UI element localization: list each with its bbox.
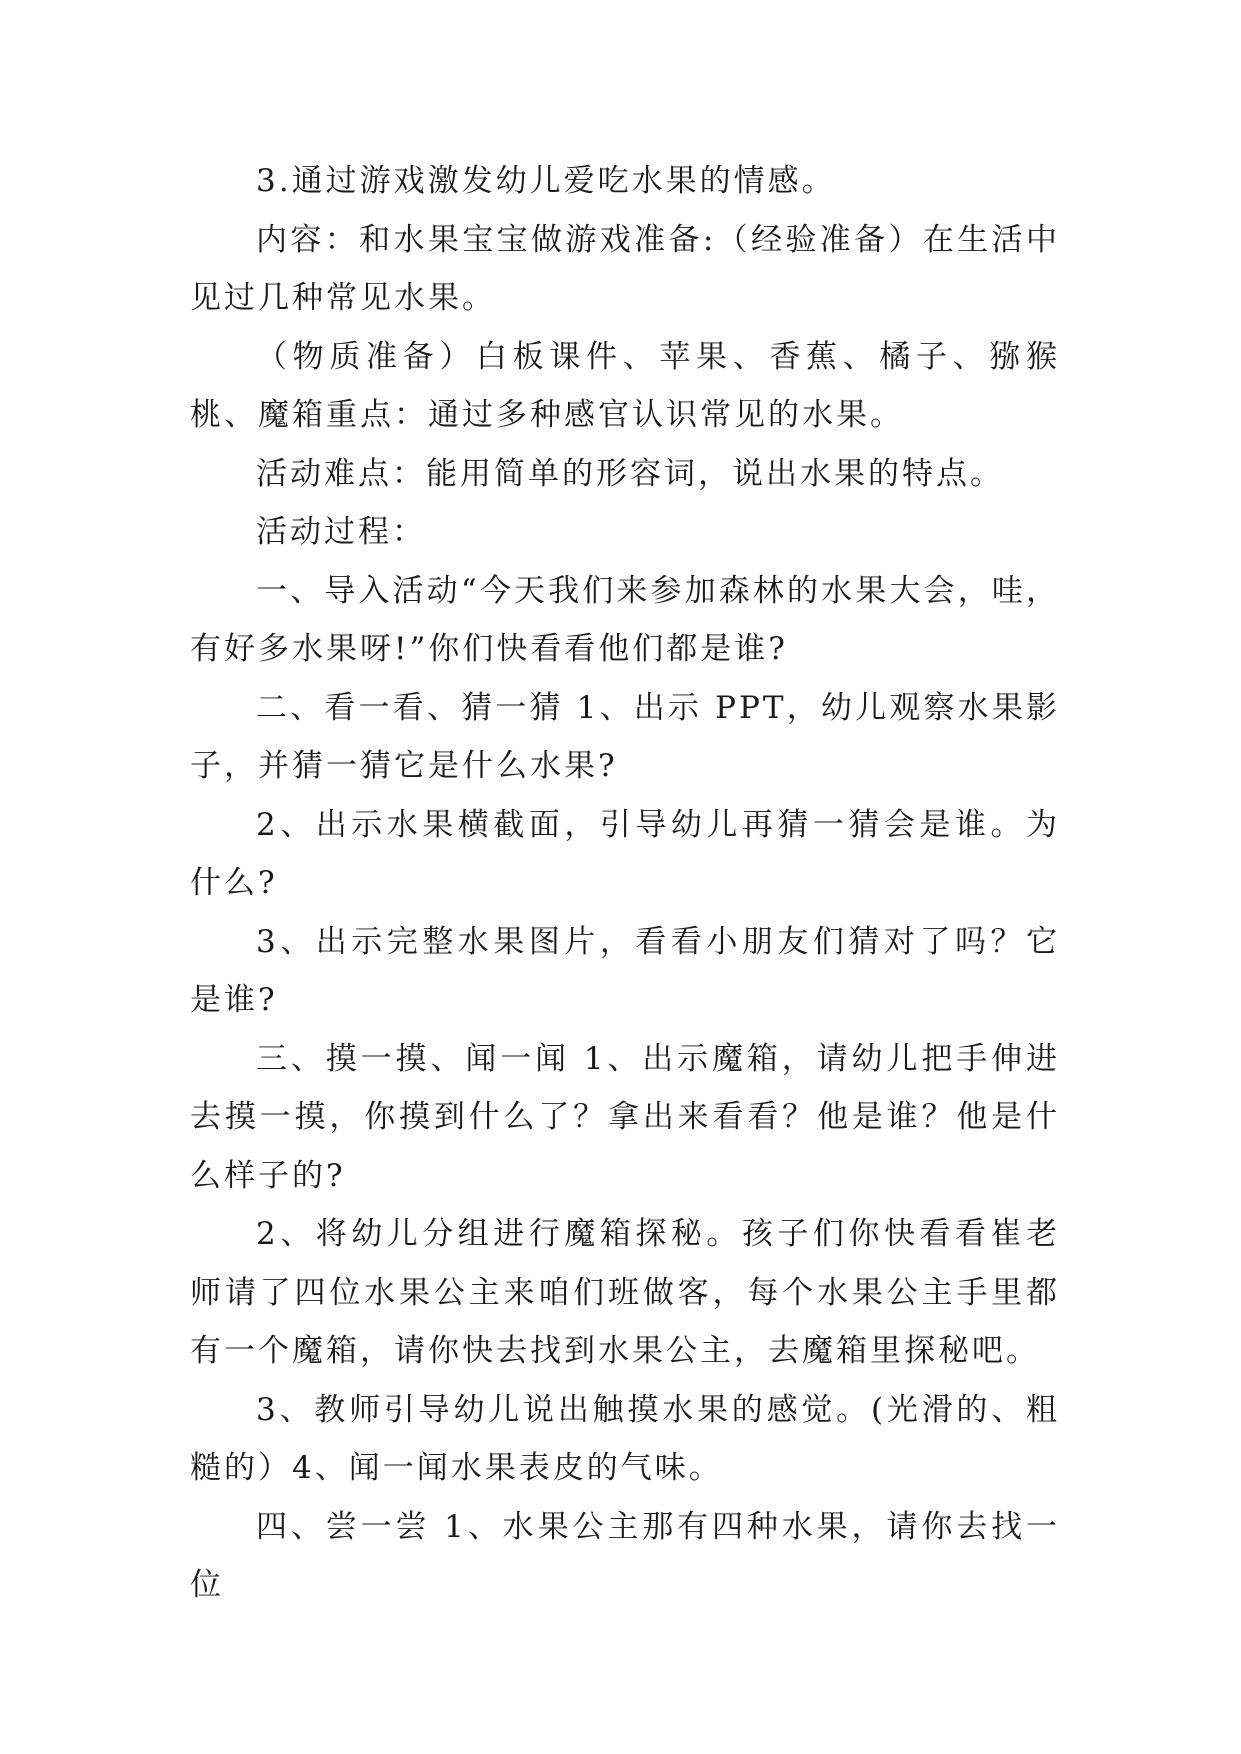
paragraph-step-2-2: 2、出示水果横截面，引导幼儿再猜一猜会是谁。为什么? <box>190 806 1060 901</box>
paragraph-step-1: 一、导入活动“今天我们来参加森林的水果大会，哇，有好多水果呀!”你们快看看他们都是谁? <box>190 572 1060 667</box>
paragraph-goal-3: 3.通过游戏激发幼儿爱吃水果的情感。 <box>256 163 836 199</box>
paragraph-material-preparation: （物质准备）白板课件、苹果、香蕉、橘子、猕猴桃、魔箱重点：通过多种感官认识常见的水果。 <box>190 338 1060 433</box>
paragraph-difficulty: 活动难点：能用简单的形容词，说出水果的特点。 <box>256 455 1004 492</box>
paragraph-step-3: 三、摸一摸、闻一闻 1、出示魔箱，请幼儿把手伸进去摸一摸，你摸到什么了？拿出来看看？他是谁？他是什么样子的? <box>190 1040 1060 1194</box>
paragraph-step-3-3: 3、教师引导幼儿说出触摸水果的感觉。(光滑的、粗糙的）4、闻一闻水果表皮的气味。 <box>190 1391 1060 1486</box>
paragraph-step-4: 四、尝一尝 1、水果公主那有四种水果，请你去找一位 <box>190 1508 1060 1603</box>
paragraph-step-2: 二、看一看、猜一猜 1、出示 PPT，幼儿观察水果影子，并猜一猜它是什么水果? <box>190 689 1060 784</box>
document-body <box>190 152 1060 1615</box>
paragraph-process-heading: 活动过程： <box>256 514 426 550</box>
paragraph-step-2-3: 3、出示完整水果图片，看看小朋友们猜对了吗？它是谁? <box>190 923 1060 1018</box>
paragraph-content-preparation: 内容：和水果宝宝做游戏准备:（经验准备）在生活中见过几种常见水果。 <box>190 221 1060 316</box>
paragraph-step-3-2: 2、将幼儿分组进行魔箱探秘。孩子们你快看看崔老师请了四位水果公主来咱们班做客，每个水果公主手里都有一个魔箱，请你快去找到水果公主，去魔箱里探秘吧。 <box>190 1216 1060 1369</box>
